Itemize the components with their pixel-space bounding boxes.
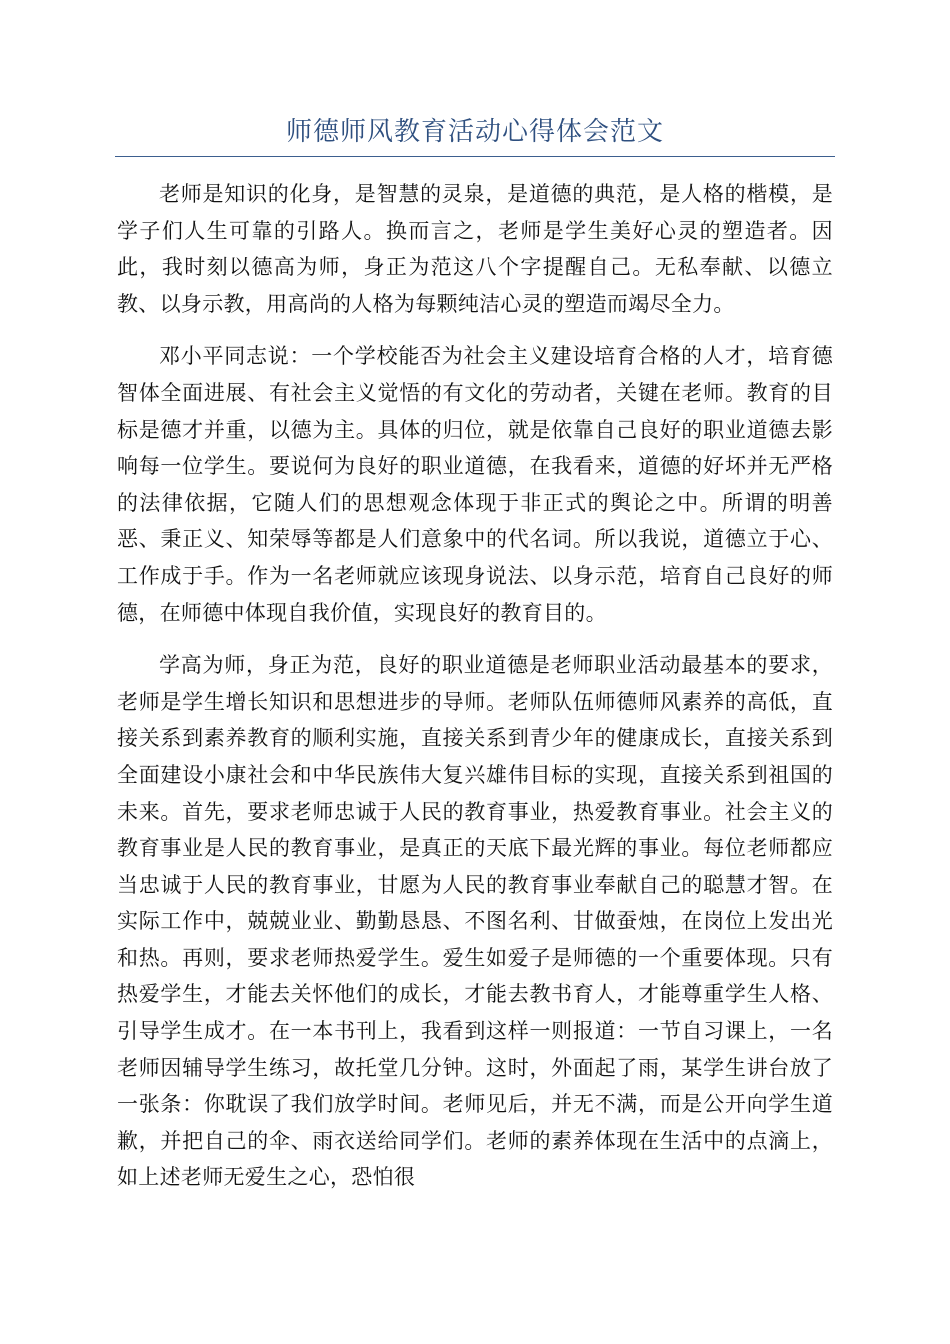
paragraph-1: 老师是知识的化身，是智慧的灵泉，是道德的典范，是人格的楷模，是学子们人生可靠的引路人。换而言之，老师是学生美好心灵的塑造者。因此，我时刻以德高为师，身正为范这八个字提醒自己。无私奉献、以德立教、以身示教，用高尚的人格为每颗纯洁心灵的塑造而竭尽全力。 bbox=[117, 182, 833, 316]
paragraph-3: 学高为师，身正为范，良好的职业道德是老师职业活动最基本的要求，老师是学生增长知识和思想进步的导师。老师队伍师德师风素养的高低，直接关系到素养教育的顺利实施，直接关系到青少年的健康成长，直接关系到全面建设小康社会和中华民族伟大复兴雄伟目标的实现，直接关系到祖国的未来。首先，要求老师忠诚于人民的教育事业，热爱教育事业。社会主义的教育事业是人民的教育事业，是真正的天底下最光辉的事业。每位老师都应当忠诚于人民的教育事业，甘愿为人民的教育事业奉献自己的聪慧才智。在实际工作中，兢兢业业、勤勤恳恳、不图名利、甘做蚕烛，在岗位上发出光和热。再则，要求老师热爱学生。爱生如爱子是师德的一个重要体现。只有热爱学生，才能去关怀他们的成长，才能去教书育人，才能尊重学生人格、引导学生成才。在一本书刊上，我看到这样一则报道：一节自习课上，一名老师因辅导学生练习，故托堂几分钟。这时，外面起了雨，某学生讲台放了一张条：你耽误了我们放学时间。老师见后，并无不满，而是公开向学生道歉，并把自己的伞、雨衣送给同学们。老师的素养体现在生活中的点滴上，如上述老师无爱生之心，恐怕很 bbox=[117, 653, 833, 1190]
document-title: 师德师风教育活动心得体会范文 bbox=[285, 117, 664, 147]
document-body bbox=[117, 176, 833, 1212]
paragraph-2: 邓小平同志说：一个学校能否为社会主义建设培育合格的人才，培育德智体全面进展、有社会主义觉悟的有文化的劳动者，关键在老师。教育的目标是德才并重，以德为主。具体的归位，就是依靠自己良好的职业道德去影响每一位学生。要说何为良好的职业道德，在我看来，道德的好坏并无严格的法律依据，它随人们的思想观念体现于非正式的舆论之中。所谓的明善恶、秉正义、知荣辱等都是人们意象中的代名词。所以我说，道德立于心、工作成于手。作为一名老师就应该现身说法、以身示范，培育自己良好的师德，在师德中体现自我价值，实现良好的教育目的。 bbox=[117, 344, 833, 625]
title-block bbox=[115, 112, 835, 157]
